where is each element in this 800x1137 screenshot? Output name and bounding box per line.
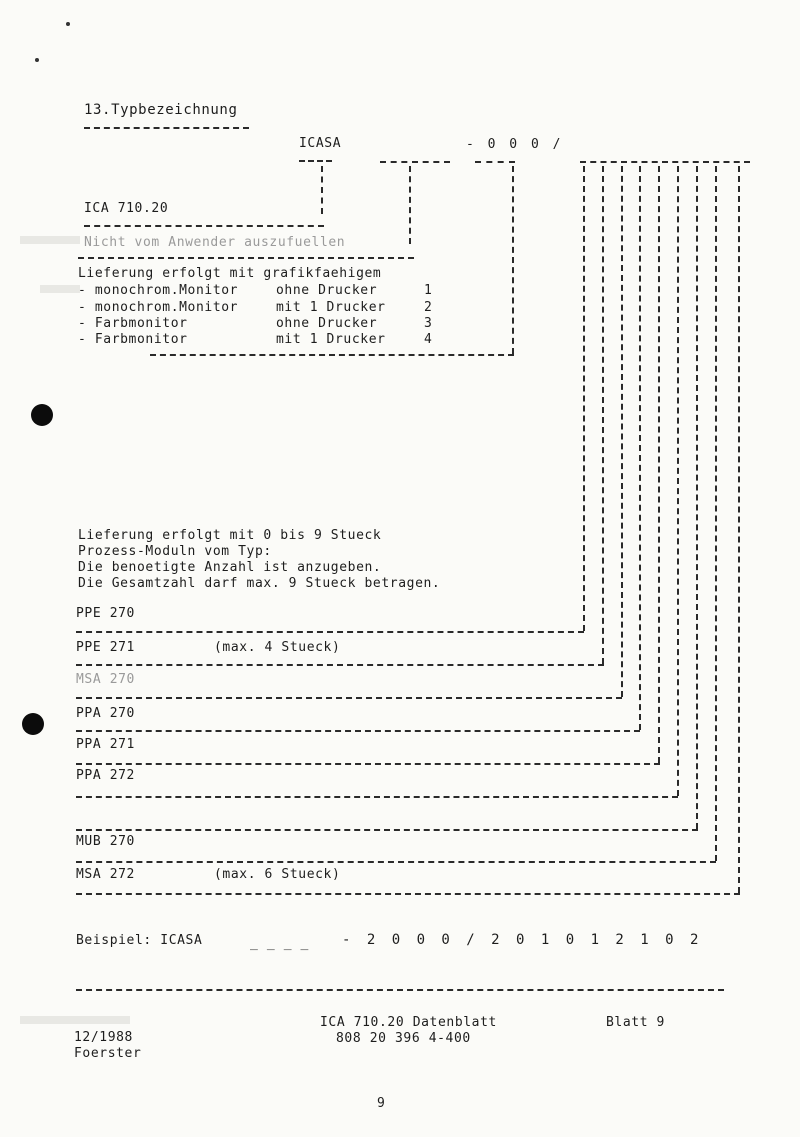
monitor-option-3-printer: ohne Drucker [276, 316, 378, 331]
module-line [76, 796, 678, 798]
header-dash-4 [580, 161, 750, 163]
module-name: PPE 270 [76, 606, 135, 621]
module-name: MSA 272 [76, 867, 135, 882]
module-name: PPA 272 [76, 768, 135, 783]
example-value: - 2 0 0 0 / 2 0 1 0 1 2 1 0 2 [342, 932, 703, 948]
heading-underline [84, 127, 249, 129]
module-name: MSA 270 [76, 672, 135, 687]
monitor-option-2-printer: mit 1 Drucker [276, 300, 386, 315]
module-column [621, 166, 623, 697]
smudge [20, 1016, 130, 1024]
speck [35, 58, 39, 62]
module-line [76, 861, 716, 863]
example-separator [76, 989, 724, 991]
monitor-option-3-code: 3 [424, 316, 433, 331]
smudge [20, 236, 80, 244]
module-column [738, 166, 740, 893]
module-line [76, 730, 640, 732]
connector-monitor [512, 166, 514, 354]
footer-sheet: Blatt 9 [606, 1015, 665, 1030]
module-intro-2: Prozess-Moduln vom Typ: [78, 544, 272, 559]
module-column [677, 166, 679, 796]
section-heading: 13.Typbezeichnung [84, 102, 238, 118]
footer-date: 12/1988 [74, 1030, 133, 1045]
module-line [76, 697, 622, 699]
module-name: PPA 270 [76, 706, 135, 721]
module-line [76, 829, 698, 831]
module-column [658, 166, 660, 763]
monitor-option-4-monitor: - Farbmonitor [78, 332, 188, 347]
module-column [583, 166, 585, 631]
type-code-underline [299, 160, 332, 162]
header-dash-3 [475, 161, 515, 163]
module-column [715, 166, 717, 861]
module-line [76, 664, 604, 666]
monitor-bracket-line [150, 354, 514, 356]
module-line [76, 893, 740, 895]
header-dash-2 [380, 161, 450, 163]
monitor-option-1-printer: ohne Drucker [276, 283, 378, 298]
module-note: (max. 4 Stueck) [214, 640, 341, 655]
not-user-underline [78, 257, 414, 259]
module-line [76, 763, 660, 765]
monitor-option-1-monitor: - monochrom.Monitor [78, 283, 239, 298]
not-user-label: Nicht vom Anwender auszufuellen [84, 235, 346, 250]
module-note: (max. 6 Stueck) [214, 867, 341, 882]
type-code: ICASA [299, 136, 342, 151]
smudge [40, 285, 80, 293]
footer-doc-title: ICA 710.20 Datenblatt [320, 1015, 497, 1030]
footer-author: Foerster [74, 1046, 142, 1061]
module-intro-1: Lieferung erfolgt mit 0 bis 9 Stueck [78, 528, 382, 543]
speck [66, 22, 70, 26]
monitor-option-4-code: 4 [424, 332, 433, 347]
connector-ica [321, 166, 323, 214]
punch-hole-bottom [22, 713, 44, 735]
module-column [639, 166, 641, 730]
monitor-option-2-code: 2 [424, 300, 433, 315]
example-blanks: _ _ _ _ [250, 936, 309, 951]
monitor-option-4-printer: mit 1 Drucker [276, 332, 386, 347]
module-name: MUB 270 [76, 834, 135, 849]
ica-underline [84, 225, 324, 227]
module-line [76, 631, 584, 633]
monitor-option-3-monitor: - Farbmonitor [78, 316, 188, 331]
module-name: PPA 271 [76, 737, 135, 752]
monitor-option-2-monitor: - monochrom.Monitor [78, 300, 239, 315]
footer-doc-number: 808 20 396 4-400 [336, 1031, 471, 1046]
punch-hole-top [31, 404, 53, 426]
connector-not-user [409, 166, 411, 244]
page-number: 9 [377, 1096, 386, 1111]
module-column [696, 166, 698, 829]
monitor-intro: Lieferung erfolgt mit grafikfaehigem [78, 266, 382, 281]
example-label: Beispiel: ICASA [76, 933, 203, 948]
module-name: PPE 271 [76, 640, 135, 655]
module-column [602, 166, 604, 664]
type-suffix: - 0 0 0 / [466, 137, 564, 152]
ica-label: ICA 710.20 [84, 201, 169, 216]
monitor-option-1-code: 1 [424, 283, 433, 298]
module-intro-3: Die benoetigte Anzahl ist anzugeben. [78, 560, 382, 575]
module-intro-4: Die Gesamtzahl darf max. 9 Stueck betragen. [78, 576, 441, 591]
